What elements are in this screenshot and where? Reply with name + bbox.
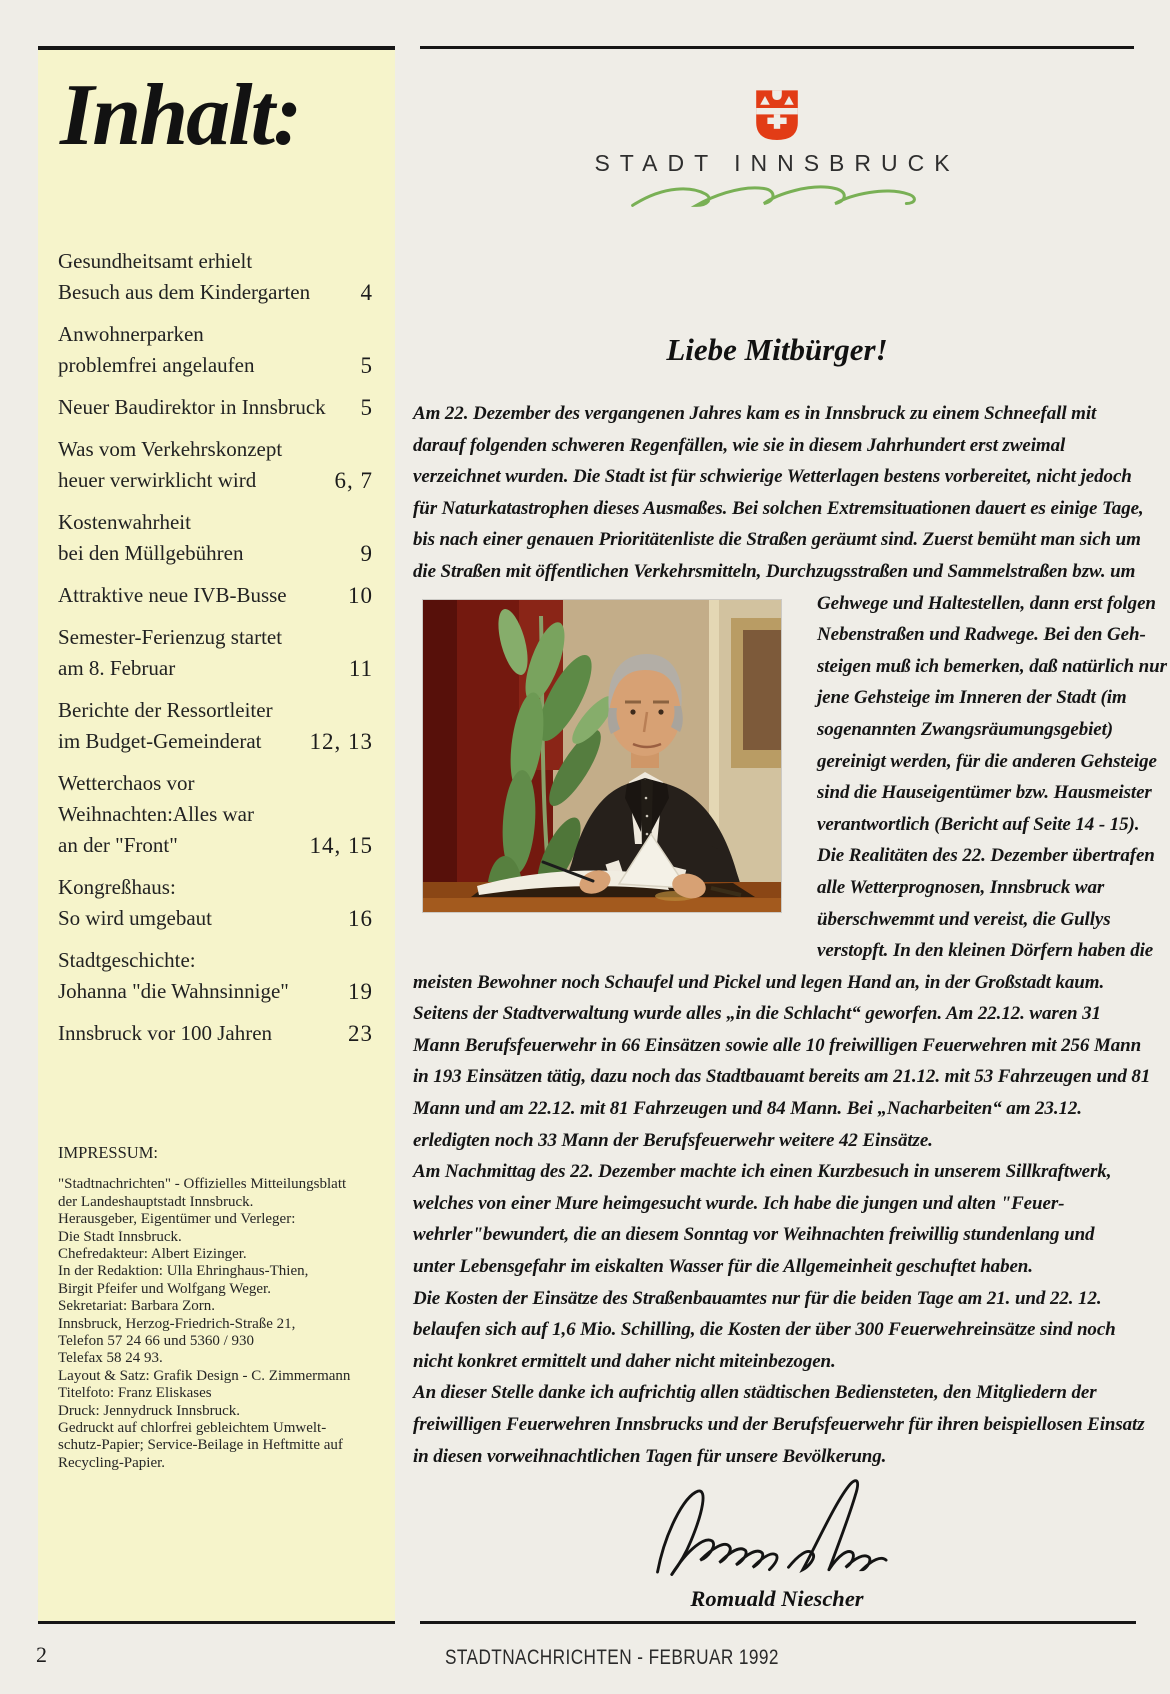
- toc-entry: [58, 246, 373, 308]
- impressum-title: IMPRESSUM:: [58, 1143, 158, 1163]
- letter-line: jene Gehsteige im Inneren der Stadt (im: [817, 687, 1127, 709]
- toc-entry-title-line: Johanna "die Wahnsinnige": [58, 979, 289, 1004]
- mayor-letter: [413, 398, 1167, 1472]
- toc-entry: [58, 945, 373, 1007]
- toc-entry-title-line: So wird umgebaut: [58, 906, 212, 931]
- toc-entry-title: [58, 507, 373, 569]
- letter-line: Mann und am 22.12. mit 81 Fahrzeugen und 84 Mann. Bei „Nacharbeiten“ am 23.12.: [413, 1098, 1082, 1120]
- letter-line: bis nach einer genauen Prioritätenliste die Straßen geräumt sind. Zuerst bemüht man sich um: [413, 529, 1141, 551]
- toc-entry: [58, 872, 373, 934]
- letter-line: verstopft. In den kleinen Dörfern haben die: [817, 940, 1154, 962]
- handwritten-signature: [648, 1472, 898, 1584]
- toc-entry: [58, 622, 373, 684]
- letter-body-lines: [413, 967, 1151, 1473]
- letter-line: erledigten noch 33 Mann der Berufsfeuerwehr weitere 42 Einsätze.: [413, 1129, 933, 1151]
- toc-title: Inhalt:: [60, 67, 301, 164]
- toc-page-number: 23: [348, 1021, 373, 1047]
- toc-page-number: 5: [360, 353, 373, 379]
- green-wave-underline-icon: [617, 181, 937, 211]
- impressum-line: In der Redaktion: Ulla Ehringhaus-Thien,: [58, 1263, 309, 1280]
- toc-page-number: 10: [348, 583, 373, 609]
- impressum-line: Druck: Jennydruck Innsbruck.: [58, 1402, 241, 1419]
- masthead: [420, 90, 1134, 211]
- toc-entry-title: [58, 945, 373, 1007]
- toc-entry-title-line: im Budget-Gemeinderat: [58, 729, 262, 754]
- letter-line: verantwortlich (Bericht auf Seite 14 - 15).: [817, 813, 1140, 835]
- toc-entry: [58, 319, 373, 381]
- letter-line: nicht konkret ermittelt und daher nicht miteinbezogen.: [413, 1350, 836, 1372]
- impressum-line: Titelfoto: Franz Eliskases: [58, 1385, 212, 1402]
- footer-title: STADTNACHRICHTEN - FEBRUAR 1992: [445, 1646, 779, 1669]
- toc-page-number: 6, 7: [334, 468, 373, 494]
- letter-line: sind die Hauseigentümer bzw. Hausmeister: [817, 782, 1152, 804]
- toc-entry-title: [58, 872, 373, 934]
- letter-line: verzeichnet wurden. Die Stadt ist für schwierige Wetterlagen bestens vorbereitet, nicht jedoch: [413, 466, 1132, 488]
- mayor-portrait-photo: [423, 600, 781, 912]
- column-top-rule: [420, 46, 1134, 49]
- toc-entry-title-line: Besuch aus dem Kindergarten: [58, 280, 311, 305]
- toc-entry-title-line: Attraktive neue IVB-Busse: [58, 583, 287, 608]
- innsbruck-bridge-emblem-icon: [753, 90, 801, 142]
- toc-entry: [58, 392, 373, 423]
- letter-line: meisten Bewohner noch Schaufel und Pickel und legen Hand an, in der Großstadt kaum.: [413, 971, 1105, 993]
- letter-line: Gehwege und Haltestellen, dann erst folgen: [817, 592, 1156, 614]
- page-number: 2: [36, 1642, 47, 1667]
- toc-entry-title-line: Was vom Verkehrskonzept: [58, 437, 283, 462]
- toc-entry-title-line: Gesundheitsamt erhielt: [58, 249, 253, 274]
- toc-entry-title-line: problemfrei angelaufen: [58, 353, 255, 378]
- toc-entry: [58, 580, 373, 611]
- impressum-line: Layout & Satz: Grafik Design - C. Zimmermann: [58, 1367, 351, 1384]
- toc-page-number: 9: [360, 541, 373, 567]
- toc-entry-list: [58, 246, 373, 1049]
- letter-line: Seitens der Stadtverwaltung wurde alles „in die Schlacht“ geworfen. Am 22.12. waren 31: [413, 1003, 1101, 1025]
- letter-intro-lines: [413, 398, 1144, 588]
- toc-entry-title-line: Wetterchaos vor: [58, 771, 195, 796]
- letter-line: die Straßen mit öffentlichen Verkehrsmitteln, Durchzugsstraßen und Sammelstraßen bzw. um: [413, 560, 1136, 582]
- toc-entry-title-line: Anwohnerparken: [58, 322, 204, 347]
- impressum-line: Innsbruck, Herzog-Friedrich-Straße 21,: [58, 1315, 296, 1332]
- impressum-line: Telefon 57 24 66 und 5360 / 930: [58, 1333, 255, 1350]
- toc-page-number: 14, 15: [309, 833, 373, 859]
- letter-line: Die Realitäten des 22. Dezember übertrafen: [817, 845, 1155, 867]
- letter-line: welches von einer Mure heimgesucht wurde. Ich habe die jungen und alten "Feuer-: [413, 1192, 1065, 1214]
- toc-page-number: 16: [348, 906, 373, 932]
- toc-entry-title-line: Weihnachten:Alles war: [58, 802, 254, 827]
- letter-line: wehrler"bewundert, die an diesem Sonntag vor Weihnachten freiwillig stundenlang und: [413, 1224, 1095, 1246]
- toc-entry-title-line: heuer verwirklicht wird: [58, 468, 257, 493]
- letter-line: Am 22. Dezember des vergangenen Jahres kam es in Innsbruck zu einem Schneefall mit: [413, 403, 1097, 424]
- impressum-line: schutz-Papier; Service-Beilage in Heftmitte auf: [58, 1437, 343, 1454]
- letter-line: freiwilligen Feuerwehren Innsbrucks und der Berufsfeuerwehr für ihren beispiellosen Einsatz: [413, 1414, 1145, 1435]
- table-of-contents-panel: [38, 50, 395, 1621]
- letter-line: alle Wetterprognosen, Innsbruck war: [817, 876, 1105, 898]
- toc-page-number: 5: [360, 395, 373, 421]
- toc-entry-title: [58, 434, 373, 496]
- toc-entry-title: [58, 392, 373, 423]
- impressum-line: Chefredakteur: Albert Eizinger.: [58, 1246, 247, 1263]
- letter-line: in 193 Einsätzen tätig, dazu noch das Stadtbauamt bereits am 21.12. mit 53 Fahrzeugen und 81: [413, 1066, 1151, 1088]
- impressum-line: Recycling-Papier.: [58, 1454, 166, 1471]
- toc-entry-title-line: Neuer Baudirektor in Innsbruck: [58, 395, 326, 420]
- letter-line: An dieser Stelle danke ich aufrichtig allen städtischen Bediensteten, den Mitgliedern der: [413, 1382, 1097, 1404]
- impressum-line: Die Stadt Innsbruck.: [58, 1228, 182, 1245]
- toc-entry-title-line: bei den Müllgebühren: [58, 541, 244, 566]
- impressum-line: Sekretariat: Barbara Zorn.: [58, 1298, 216, 1315]
- letter-line: gereinigt werden, für die anderen Gehsteige: [817, 750, 1157, 772]
- signature-name: Romuald Niescher: [690, 1586, 864, 1611]
- letter-line: darauf folgenden schweren Regenfällen, wie sie in diesem Jahrhundert erst zweimal: [413, 434, 1066, 456]
- toc-entry-title: [58, 622, 373, 684]
- impressum-line: der Landeshauptstadt Innsbruck.: [58, 1193, 254, 1210]
- toc-page-number: 11: [348, 656, 373, 682]
- masthead-name: STADT INNSBRUCK: [594, 150, 960, 176]
- toc-entry-title-line: Semester-Ferienzug startet: [58, 625, 283, 650]
- toc-entry-title: [58, 319, 373, 381]
- toc-entry: [58, 768, 373, 861]
- impressum-line: Telefax 58 24 93.: [58, 1350, 163, 1367]
- toc-entry: [58, 507, 373, 569]
- letter-salutation: Liebe Mitbürger!: [666, 332, 888, 367]
- impressum-line: "Stadtnachrichten" - Offizielles Mitteilungsblatt: [58, 1176, 347, 1193]
- impressum-line: Herausgeber, Eigentümer und Verleger:: [58, 1211, 296, 1228]
- toc-page-number: 19: [348, 979, 373, 1005]
- letter-photo-section: [413, 588, 1167, 967]
- letter-line: Die Kosten der Einsätze des Straßenbauamtes nur für die beiden Tage am 21. und 22. 12.: [413, 1287, 1102, 1309]
- toc-entry: [58, 695, 373, 757]
- letter-line: Nebenstraßen und Radwege. Bei den Geh-: [817, 624, 1146, 646]
- impressum-lines: [58, 1176, 373, 1472]
- letter-line: Am Nachmittag des 22. Dezember machte ich einen Kurzbesuch in unserem Sillkraftwerk,: [413, 1161, 1112, 1183]
- letter-line: überschwemmt und vereist, die Gullys: [817, 908, 1111, 930]
- toc-entry-title: [58, 246, 373, 308]
- letter-line: belaufen sich auf 1,6 Mio. Schilling, die Kosten der über 300 Feuerwehreinsätze sind noch: [413, 1319, 1116, 1341]
- toc-page-number: 12, 13: [309, 729, 373, 755]
- toc-entry-title-line: Innsbruck vor 100 Jahren: [58, 1021, 273, 1046]
- letter-line: für Naturkatastrophen dieses Ausmaßes. Bei solchen Extremsituationen dauert es einige Tage,: [413, 497, 1144, 519]
- letter-line: unter Lebensgefahr im eiskalten Wasser für die Allgemeinheit geschuftet haben.: [413, 1256, 1033, 1278]
- footer-left-rule: [38, 1621, 395, 1624]
- toc-page-number: 4: [360, 280, 373, 306]
- toc-entry-title-line: am 8. Februar: [58, 656, 176, 681]
- toc-entry-title: [58, 580, 373, 611]
- impressum-block: [58, 1143, 373, 1472]
- impressum-line: Birgit Pfeifer und Wolfgang Weger.: [58, 1280, 271, 1297]
- footer-right-rule: [420, 1621, 1136, 1624]
- toc-entry: [58, 1018, 373, 1049]
- toc-entry-title: [58, 1018, 373, 1049]
- letter-line: in diesen vorweihnachtlichen Tagen für unsere Bevölkerung.: [413, 1445, 887, 1467]
- toc-entry-title-line: Kostenwahrheit: [58, 510, 191, 535]
- letter-line: steigen muß ich bemerken, daß natürlich nur: [817, 655, 1167, 677]
- toc-entry-title-line: Berichte der Ressortleiter: [58, 698, 273, 723]
- toc-entry-title-line: Stadtgeschichte:: [58, 948, 196, 973]
- letter-line: Mann Berufsfeuerwehr in 66 Einsätzen sowie alle 10 freiwilligen Feuerwehren mit 256 Mann: [413, 1034, 1142, 1056]
- toc-entry: [58, 434, 373, 496]
- letter-line: sogenannten Zwangsräumungsgebiet): [817, 718, 1114, 740]
- toc-entry-title-line: Kongreßhaus:: [58, 875, 176, 900]
- toc-entry-title-line: an der "Front": [58, 833, 178, 858]
- impressum-line: Gedruckt auf chlorfrei gebleichtem Umwelt-: [58, 1420, 327, 1437]
